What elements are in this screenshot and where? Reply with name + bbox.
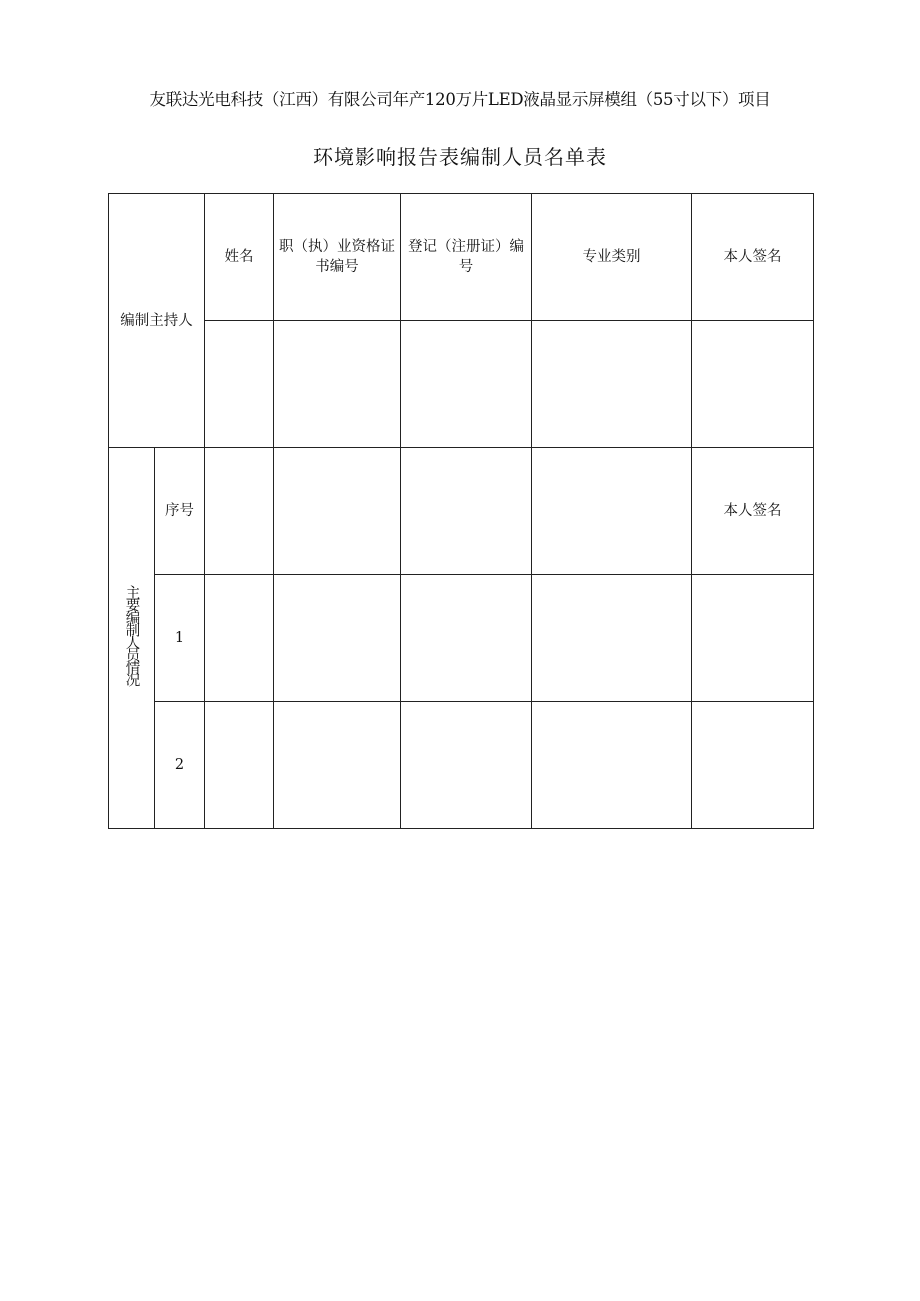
staff-name-cell[interactable] xyxy=(205,575,274,702)
staff-row-label xyxy=(109,448,155,829)
staff-row-index: 2 xyxy=(155,702,205,829)
registration-number-header xyxy=(401,194,532,321)
staff-header-cell xyxy=(401,448,532,575)
staff-signature-header: 本人签名 xyxy=(692,448,814,575)
staff-header-row xyxy=(109,448,814,575)
staff-certificate-cell[interactable] xyxy=(274,575,401,702)
staff-row xyxy=(109,702,814,829)
specialty-header: 专业类别 xyxy=(532,194,692,321)
host-row-label: 编制主持人 xyxy=(109,194,205,448)
staff-header-cell xyxy=(205,448,274,575)
staff-row-index: 1 xyxy=(155,575,205,702)
staff-certificate-cell[interactable] xyxy=(274,702,401,829)
staff-header-cell xyxy=(532,448,692,575)
host-certificate-cell[interactable] xyxy=(274,321,401,448)
staff-name-cell[interactable] xyxy=(205,702,274,829)
project-title: 友联达光电科技（江西）有限公司年产120万片LED液晶显示屏模组（55寸以下）项目 xyxy=(149,90,771,109)
name-header: 姓名 xyxy=(205,194,274,321)
staff-header-cell xyxy=(274,448,401,575)
staff-row-label-text: 主要编制人员情况 xyxy=(123,585,140,685)
certificate-number-header-text: 职（执）业资格证书编号 xyxy=(279,239,395,275)
host-registration-cell[interactable] xyxy=(401,321,532,448)
staff-signature-cell[interactable] xyxy=(692,702,814,829)
staff-specialty-cell[interactable] xyxy=(532,575,692,702)
signature-header: 本人签名 xyxy=(692,194,814,321)
staff-row xyxy=(109,575,814,702)
staff-registration-cell[interactable] xyxy=(401,702,532,829)
host-header-row xyxy=(109,194,814,321)
host-entry-row xyxy=(109,321,814,448)
index-header: 序号 xyxy=(155,448,205,575)
staff-signature-cell[interactable] xyxy=(692,575,814,702)
staff-specialty-cell[interactable] xyxy=(532,702,692,829)
host-name-cell[interactable] xyxy=(205,321,274,448)
certificate-number-header xyxy=(274,194,401,321)
registration-number-header-text: 登记（注册证）编号 xyxy=(408,239,524,275)
host-specialty-cell[interactable] xyxy=(532,321,692,448)
staff-registration-cell[interactable] xyxy=(401,575,532,702)
host-signature-cell[interactable] xyxy=(692,321,814,448)
personnel-roster-table xyxy=(108,193,814,829)
form-title: 环境影响报告表编制人员名单表 xyxy=(313,145,607,169)
